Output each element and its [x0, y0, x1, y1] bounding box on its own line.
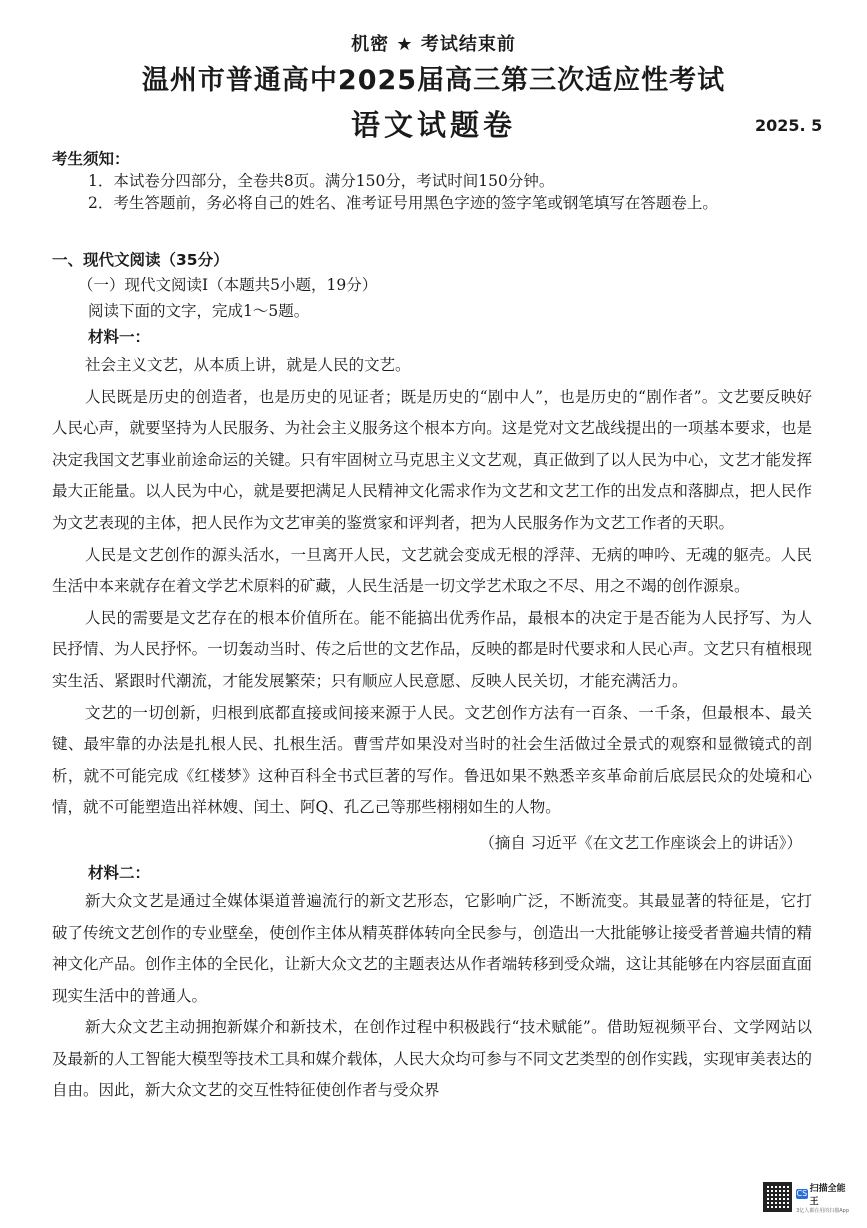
subsection-heading: （一）现代文阅读Ⅰ（本题共5小题，19分）	[78, 276, 378, 294]
exam-date: 2025. 5	[755, 116, 823, 135]
material1-paragraph: 文艺的一切创新，归根到底都直接或间接来源于人民。文艺创作方法有一百条、一千条，但最根本、最关键、最牢靠的办法是扎根人民、扎根生活。曹雪芹如果没对当时的社会生活做过全景式的观察和显微镜式的剖析，就不可能完成《红楼梦》这种百科全书式巨著的写作。鲁迅如果不熟悉辛亥革命前后底层民众的处境和心情，就不可能塑造出祥林嫂、闰土、阿Q、孔乙己等那些栩栩如生的人物。	[52, 703, 812, 817]
material1-paragraph: 社会主义文艺，从本质上讲，就是人民的文艺。	[85, 356, 411, 374]
material2-paragraph: 新大众文艺是通过全媒体渠道普遍流行的新文艺形态，它影响广泛，不断流变。其最显著的特征是，它打破了传统文艺创作的专业壁垒，使创作主体从精英群体转向全民参与，创造出一大批能够让接受者普遍共情的精神文化产品。创作主体的全民化，让新大众文艺的主题表达从作者端转移到受众端，这让其能够在内容层面直面现实生活中的普通人。	[52, 891, 812, 1005]
reading-instruction: 阅读下面的文字，完成1～5题。	[88, 302, 310, 320]
material2-paragraph: 新大众文艺主动拥抱新媒介和新技术，在创作过程中积极践行“技术赋能”。借助短视频平台、文学网站以及最新的人工智能大模型等技术工具和媒介载体，人民大众均可参与不同文艺类型的创作实践，实现审美表达的自由。因此，新大众文艺的交互性特征使创作者与受众界	[52, 1018, 812, 1100]
notice-item: 2．考生答题前，务必将自己的姓名、准考证号用黑色字迹的签字笔或钢笔填写在答题卷上。	[88, 194, 718, 212]
material1-paragraph: 人民既是历史的创造者，也是历史的见证者；既是历史的“剧中人”，也是历史的“剧作者”。文艺要反映好人民心声，就要坚持为人民服务、为社会主义服务这个根本方向。这是党对文艺战线提出的一项基本要求，也是决定我国文艺事业前途命运的关键。只有牢固树立马克思主义文艺观，真正做到了以人民为中心，文艺才能发挥最大正能量。以人民为中心，就是要把满足人民精神文化需求作为文艺和文艺工作的出发点和落脚点，把人民作为文艺表现的主体，把人民作为文艺审美的鉴赏家和评判者，把为人民服务作为文艺工作者的天职。	[52, 387, 812, 532]
material1-paragraph: 人民的需要是文艺存在的根本价值所在。能不能搞出优秀作品，最根本的决定于是否能为人民抒写、为人民抒情、为人民抒怀。一切轰动当时、传之后世的文艺作品，反映的都是时代要求和人民心声。文艺只有植根现实生活、紧跟时代潮流，才能发展繁荣；只有顺应人民意愿、反映人民关切，才能充满活力。	[52, 608, 812, 690]
exam-subtitle: 语文试题卷	[350, 108, 516, 142]
notice-heading: 考生须知：	[52, 150, 130, 168]
scanner-app-name: 扫描全能王	[809, 1183, 846, 1207]
material1-paragraph: 人民是文艺创作的源头活水，一旦离开人民，文艺就会变成无根的浮萍、无病的呻吟、无魂的躯壳。人民生活中本来就存在着文学艺术原料的矿藏，人民生活是一切文学艺术取之不尽、用之不竭的创作源泉。	[52, 545, 812, 596]
notice-item: 1．本试卷分四部分，全卷共8页。满分150分，考试时间150分钟。	[88, 172, 555, 190]
scanner-watermark	[763, 1180, 853, 1214]
candidate-notice	[52, 148, 822, 214]
section-modern-reading	[52, 248, 812, 1107]
section-heading: 一、现代文阅读（35分）	[52, 251, 229, 269]
material2-label: 材料二：	[88, 863, 151, 882]
scanner-tagline: 3亿人都在用的扫描App	[796, 1207, 850, 1214]
scanner-logo	[796, 1181, 853, 1214]
cs-logo-icon: CS	[796, 1188, 808, 1198]
material1-label: 材料一：	[88, 328, 151, 346]
material1-source: （摘自 习近平《在文艺工作座谈会上的讲话》）	[479, 833, 802, 852]
exam-title: 温州市普通高中2025届高三第三次适应性考试	[141, 65, 726, 96]
qr-code-icon	[763, 1182, 792, 1212]
confidential-mark: 机密 ★ 考试结束前	[351, 34, 516, 55]
